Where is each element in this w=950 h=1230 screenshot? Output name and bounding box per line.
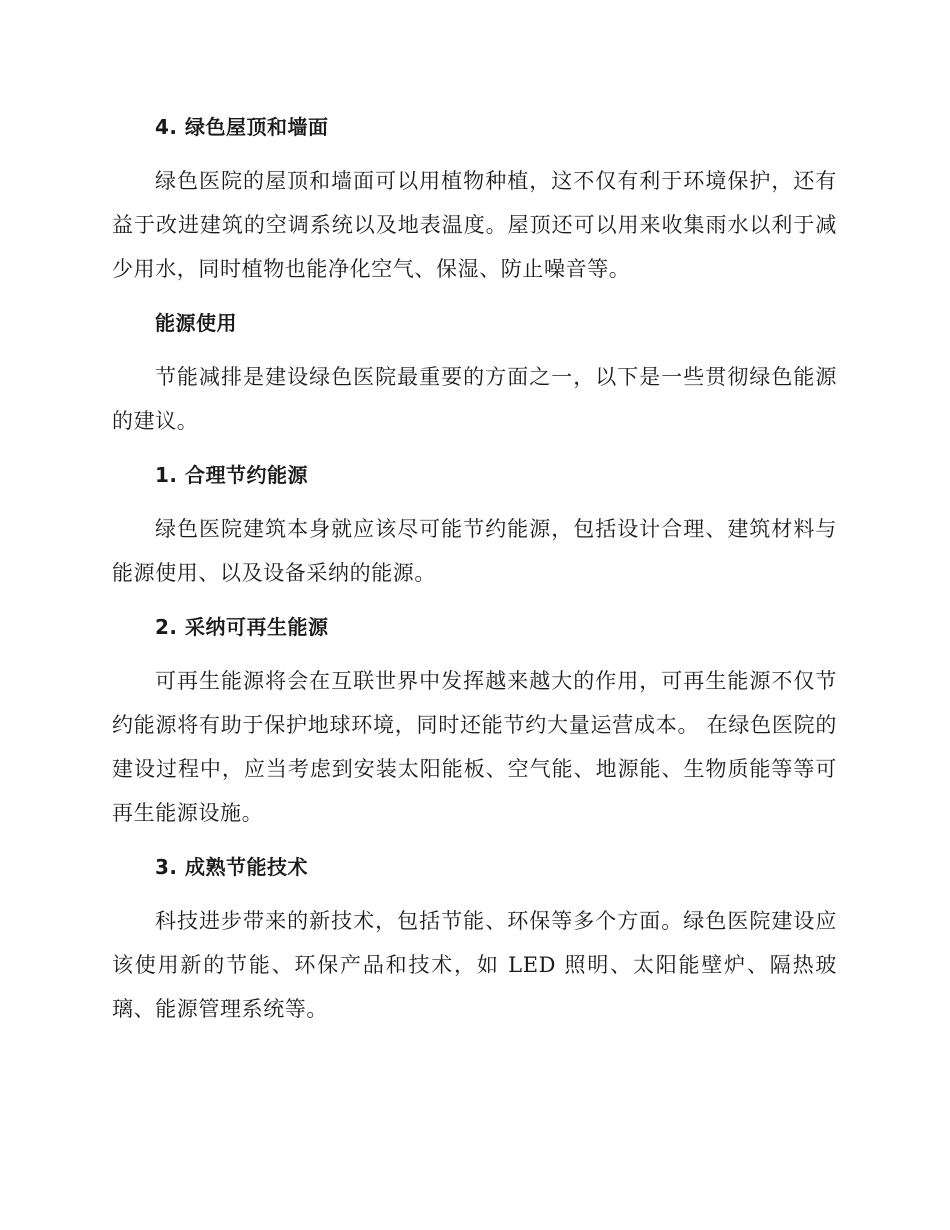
section-paragraph-energy-use: 节能减排是建设绿色医院最重要的方面之一，以下是一些贯彻绿色能源的建议。 — [112, 365, 837, 433]
document-body — [112, 105, 837, 1041]
section-heading-renewable-energy: 2. 采纳可再生能源 — [155, 615, 329, 639]
section-paragraph-mature-tech: 科技进步带来的新技术，包括节能、环保等多个方面。绿色医院建设应该使用新的节能、环保产品和技术，如 LED 照明、太阳能壁炉、隔热玻璃、能源管理系统等。 — [112, 909, 837, 1021]
section-heading-mature-tech: 3. 成熟节能技术 — [155, 855, 308, 879]
section-paragraph-renewable-energy: 可再生能源将会在互联世界中发挥越来越大的作用，可再生能源不仅节约能源将有助于保护地球环境，同时还能节约大量运营成本。 在绿色医院的建设过程中，应当考虑到安装太阳能板、空气能、地源能、生物质能等等可再生能源设施。 — [112, 669, 837, 825]
section-paragraph-save-energy: 绿色医院建筑本身就应该尽可能节约能源，包括设计合理、建筑材料与能源使用、以及设备采纳的能源。 — [112, 517, 837, 585]
section-heading-energy-use: 能源使用 — [155, 311, 237, 335]
section-heading-save-energy: 1. 合理节约能源 — [155, 463, 308, 487]
section-heading-green-roof: 4. 绿色屋顶和墙面 — [155, 115, 329, 139]
section-paragraph-green-roof: 绿色医院的屋顶和墙面可以用植物种植，这不仅有利于环境保护，还有益于改进建筑的空调系统以及地表温度。屋顶还可以用来收集雨水以利于减少用水，同时植物也能净化空气、保湿、防止噪音等。 — [112, 169, 837, 281]
